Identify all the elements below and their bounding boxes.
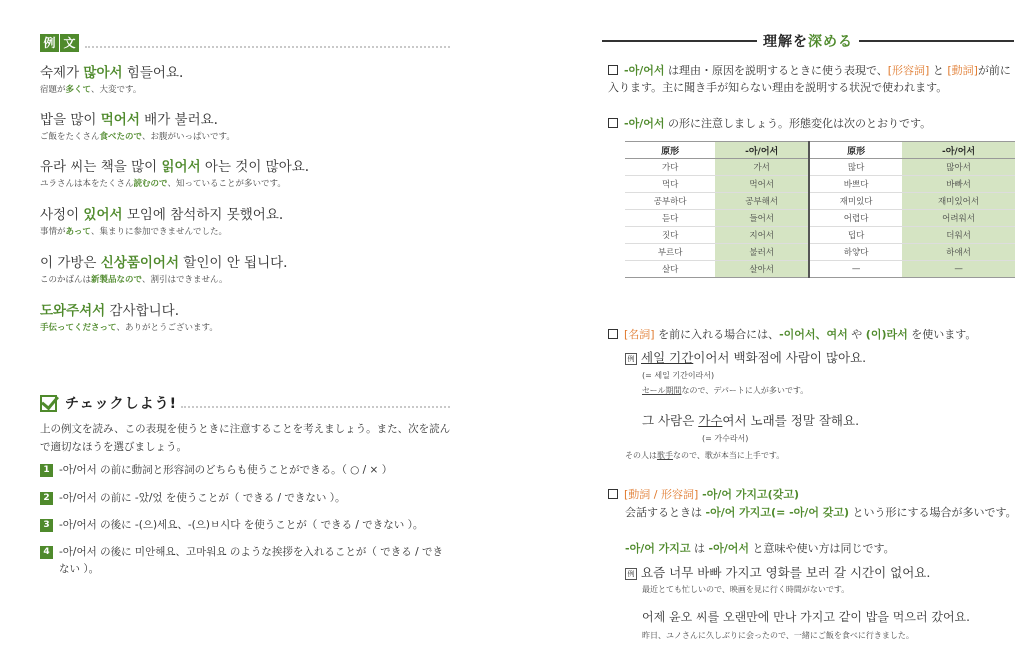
checkmark-icon <box>40 395 57 412</box>
table-row: 공부하다 공부해서 재미있다 재미있어서 <box>625 193 1015 210</box>
example-3a-alt: (= 세일 기간이라서) <box>642 371 715 380</box>
check-header <box>40 392 450 414</box>
table-header: 原形 <box>809 142 902 159</box>
example-3a: 例 세일 기간이어서 백화점에 사람이 많아요. <box>625 350 866 366</box>
table-row: 가다 가서 많다 많아서 <box>625 159 1015 176</box>
question-text: -아/어서 の前に -았/었 を使うことが（ できる / できない ）。 <box>59 492 346 504</box>
check-title: チェックしよう! <box>65 396 177 412</box>
table-header: -아/어서 <box>902 142 1015 159</box>
example-label: 例 <box>625 353 637 365</box>
header-rule <box>859 40 1014 42</box>
table-row: 짓다 지어서 덥다 더워서 <box>625 227 1015 244</box>
table-row: 듣다 들어서 어렵다 어려워서 <box>625 210 1015 227</box>
point-4: [動詞 / 形容詞] -아/어 가지고(갖고) <box>608 486 1020 503</box>
example-sentence: 도와주셔서 감사합니다. 手伝ってくださって、ありがとうございます。 <box>40 303 218 333</box>
example-sentence: 사정이 있어서 모임에 참석하지 못했어요. 事情があって、集まりに参加できませんでした。 <box>40 207 284 237</box>
question-number: 1 <box>40 464 53 477</box>
question-text: -아/어서 の後に -(으)세요、-(으)ㅂ시다 を使うことが（ できる / できない ）。 <box>59 519 424 531</box>
examples-badge-char: 例 <box>40 34 59 52</box>
check-question <box>40 517 480 534</box>
example-4a-ja: 最近とても忙しいので、映画を見に行く時間がないです。 <box>642 585 850 594</box>
deepen-header <box>602 28 1014 54</box>
table-header: -아/어서 <box>715 142 809 159</box>
example-3b-ja: その人は歌手なので、歌が本当に上手です。 <box>625 451 785 460</box>
table-row: 먹다 먹어서 바쁘다 바빠서 <box>625 176 1015 193</box>
question-text: -아/어서 の後に 미안해요、고마워요 のような挨拶を入れることが（ できる / できない ）。 <box>59 546 443 575</box>
dotted-divider <box>85 38 450 48</box>
examples-header <box>40 33 450 53</box>
example-4a: 例 요즘 너무 바빠 가지고 영화를 보러 갈 시간이 없어요. <box>625 565 930 581</box>
example-3b-alt: (= 가수라서) <box>702 434 749 443</box>
example-sentence: 유라 씨는 책을 많이 읽어서 아는 것이 많아요. ユラさんは本をたくさん読むので、知っていることが多いです。 <box>40 159 310 189</box>
point-2: -아/어서 の形に注意しましょう。形態変化は次のとおりです。 <box>608 115 1020 132</box>
example-4b: 어제 윤오 씨를 오랜만에 만나 가지고 같이 밥을 먹으러 갔어요. <box>642 610 970 624</box>
checkbox-icon <box>608 329 618 339</box>
deepen-title: 理解を深める <box>763 34 853 50</box>
question-text: -아/어서 の前に動詞と形容詞のどちらも使うことができる。（ ○ / × ） <box>59 464 393 476</box>
example-sentence: 이 가방은 신상품이어서 할인이 안 됩니다. このかばんは新製品なので、割引はできません。 <box>40 255 288 285</box>
example-3a-ja: セール期間なので、デパートに人が多いです。 <box>642 386 809 395</box>
checkbox-icon <box>608 65 618 75</box>
checkbox-icon <box>608 489 618 499</box>
point-1: -아/어서 は理由・原因を説明するときに使う表現で、[形容詞] と [動詞]が前に入ります。主に聞き手が知らない理由を説明する状況で使われます。 <box>608 64 1011 94</box>
question-number: 2 <box>40 492 53 505</box>
right-page <box>512 0 1024 660</box>
examples-badge <box>40 34 79 52</box>
check-question <box>40 490 480 507</box>
example-label: 例 <box>625 568 637 580</box>
dotted-divider <box>181 398 450 408</box>
table-header: 原形 <box>625 142 715 159</box>
check-question <box>40 544 450 578</box>
point-4-detail: -아/어 가지고 は -아/어서 と意味や使い方は同じです。 <box>625 542 895 555</box>
header-rule <box>602 40 757 42</box>
question-number: 3 <box>40 519 53 532</box>
table-row: 부르다 불러서 하얗다 하얘서 <box>625 244 1015 261</box>
example-sentence: 밥을 많이 먹어서 배가 불러요. ご飯をたくさん食べたので、お腹がいっぱいです。 <box>40 112 235 142</box>
point-4-detail: 会話するときは -아/어 가지고(= -아/어 갖고) という形にする場合が多いです。 <box>625 506 1017 519</box>
example-4b-ja: 昨日、ユノさんに久しぶりに会ったので、一緒にご飯を食べに行きました。 <box>642 631 914 640</box>
check-intro: 上の例文を読み、この表現を使うときに注意することを考えましょう。また、次を読んで適切なほうを選びましょう。 <box>40 423 451 453</box>
example-3b: 그 사람은 가수여서 노래를 정말 잘해요. <box>642 413 860 428</box>
examples-badge-char: 文 <box>60 34 79 52</box>
question-number: 4 <box>40 546 53 559</box>
checkbox-icon <box>608 118 618 128</box>
point-3: [名詞] を前に入れる場合には、-이어서、여서 や (이)라서 を使います。 <box>608 326 1020 343</box>
conjugation-table <box>625 141 1015 278</box>
table-row: 살다 살아서 — — <box>625 261 1015 278</box>
check-question <box>40 462 480 479</box>
example-sentence: 숙제가 많아서 힘들어요. 宿題が多くて、大変です。 <box>40 65 184 95</box>
